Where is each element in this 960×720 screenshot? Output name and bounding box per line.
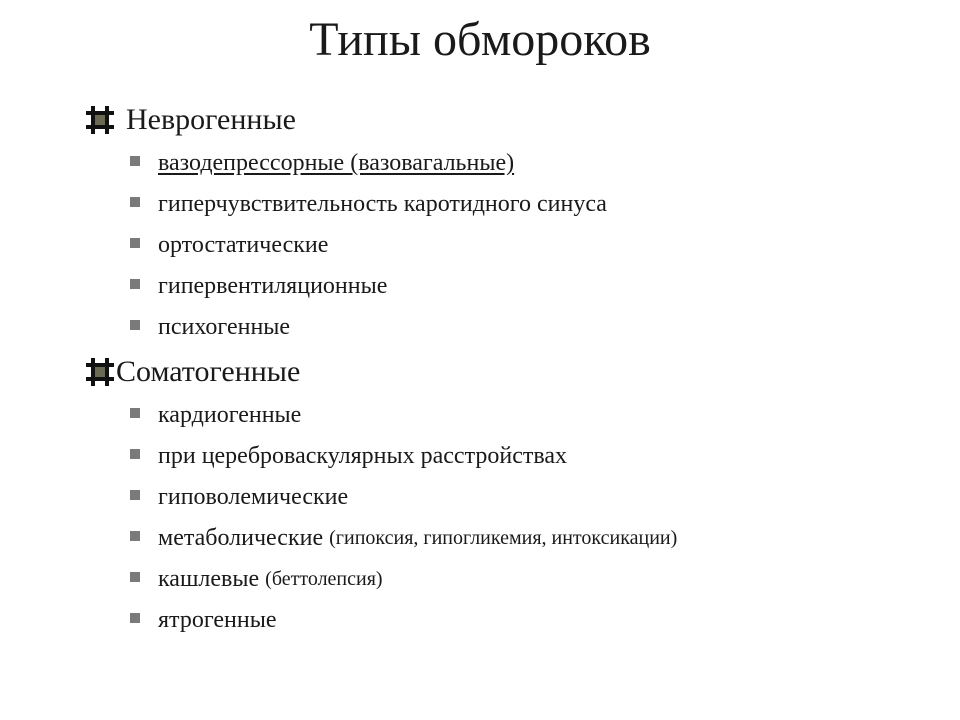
square-bullet-icon <box>130 490 140 500</box>
list-item <box>130 312 290 342</box>
slide-title: Типы обмороков <box>309 13 651 66</box>
section-neurogenic <box>84 100 296 140</box>
list-item-text: кардиогенные <box>158 402 302 428</box>
square-bullet-icon <box>130 613 140 623</box>
list-item-note: (гипоксия, гипогликемия, интоксикации) <box>329 527 678 549</box>
list-item <box>130 230 328 260</box>
list-item-text: при цереброваскулярных расстройствах <box>158 443 568 469</box>
section-label: Неврогенные <box>126 103 296 136</box>
list-item-text: вазодепрессорные (вазовагальные) <box>158 150 515 176</box>
list-item-text: гипервентиляционные <box>158 273 388 299</box>
square-bullet-icon <box>130 320 140 330</box>
list-item-text: психогенные <box>158 314 291 340</box>
square-bullet-icon <box>130 449 140 459</box>
hash-bullet-icon <box>84 356 116 388</box>
square-bullet-icon <box>130 156 140 166</box>
square-bullet-icon <box>130 197 140 207</box>
section-label: Соматогенные <box>116 355 301 388</box>
list-item <box>130 482 348 512</box>
list-item <box>130 441 567 471</box>
list-item <box>130 271 387 301</box>
list-item <box>130 189 607 219</box>
list-item <box>130 148 514 178</box>
square-bullet-icon <box>130 408 140 418</box>
hash-bullet-icon <box>84 104 116 136</box>
square-bullet-icon <box>130 531 140 541</box>
list-item <box>130 523 677 553</box>
list-item-text: ятрогенные <box>158 607 277 633</box>
section-somatogenic <box>84 352 300 392</box>
list-item-text: ортостатические <box>158 232 329 258</box>
list-item-text: гиповолемические <box>158 484 349 510</box>
list-item-note: (беттолепсия) <box>265 568 383 590</box>
square-bullet-icon <box>130 572 140 582</box>
list-item <box>130 400 301 430</box>
list-item <box>130 564 383 594</box>
list-item <box>130 605 276 635</box>
square-bullet-icon <box>130 238 140 248</box>
list-item-text: гиперчувствительность каротидного синуса <box>158 191 607 217</box>
list-item-text: метаболические <box>158 525 324 551</box>
list-item-text: кашлевые <box>158 566 260 592</box>
square-bullet-icon <box>130 279 140 289</box>
